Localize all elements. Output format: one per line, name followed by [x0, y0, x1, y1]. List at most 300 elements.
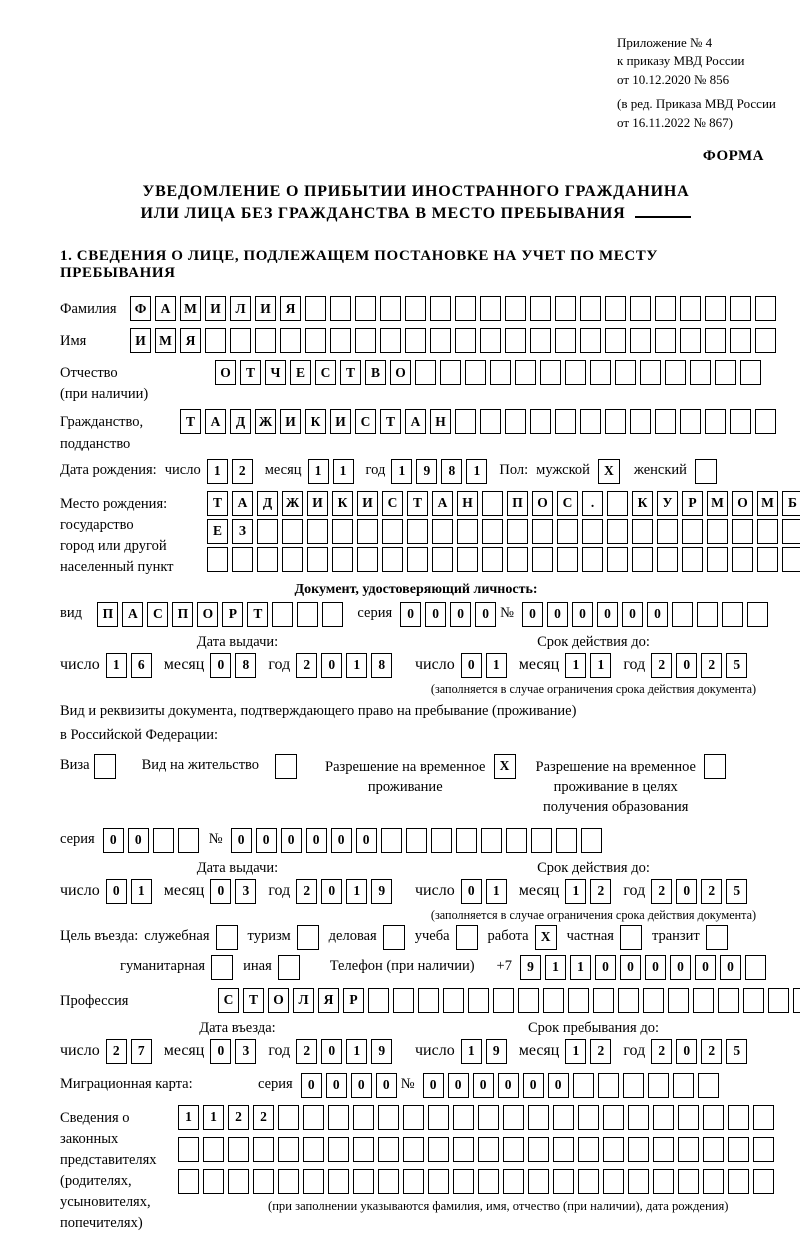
char-cell[interactable] [203, 1169, 224, 1194]
char-cell[interactable] [782, 547, 800, 572]
char-cell[interactable] [555, 296, 576, 321]
char-cell[interactable]: 0 [321, 1039, 342, 1064]
char-cell[interactable]: 6 [131, 653, 152, 678]
char-cell[interactable]: Е [290, 360, 311, 385]
char-cell[interactable] [703, 1169, 724, 1194]
char-cell[interactable] [630, 409, 651, 434]
char-cell[interactable] [381, 828, 402, 853]
char-cell[interactable] [468, 988, 489, 1013]
char-cell[interactable]: 5 [726, 879, 747, 904]
char-cell[interactable] [648, 1073, 669, 1098]
char-cell[interactable]: 2 [232, 459, 253, 484]
char-cell[interactable] [178, 1137, 199, 1162]
char-cell[interactable] [740, 360, 761, 385]
char-cell[interactable]: 0 [331, 828, 352, 853]
char-cell[interactable]: 7 [131, 1039, 152, 1064]
char-cell[interactable]: 2 [651, 879, 672, 904]
char-cell[interactable]: А [432, 491, 453, 516]
char-cell[interactable]: 0 [645, 955, 666, 980]
char-cell[interactable]: 0 [376, 1073, 397, 1098]
char-cell[interactable] [406, 828, 427, 853]
char-cell[interactable] [505, 296, 526, 321]
purpose-humanitarian-checkbox[interactable] [211, 955, 233, 980]
char-cell[interactable] [357, 519, 378, 544]
char-cell[interactable]: 2 [228, 1105, 249, 1130]
char-cell[interactable] [665, 360, 686, 385]
char-cell[interactable] [553, 1169, 574, 1194]
char-cell[interactable]: 1 [131, 879, 152, 904]
char-cell[interactable]: Р [222, 602, 243, 627]
char-cell[interactable] [332, 547, 353, 572]
char-cell[interactable]: 0 [301, 1073, 322, 1098]
char-cell[interactable] [178, 828, 199, 853]
char-cell[interactable] [453, 1169, 474, 1194]
char-cell[interactable] [382, 547, 403, 572]
char-cell[interactable] [782, 519, 800, 544]
char-cell[interactable]: А [122, 602, 143, 627]
char-cell[interactable] [232, 547, 253, 572]
char-cell[interactable] [531, 828, 552, 853]
char-cell[interactable]: И [307, 491, 328, 516]
char-cell[interactable] [355, 328, 376, 353]
char-cell[interactable]: 9 [520, 955, 541, 980]
char-cell[interactable] [643, 988, 664, 1013]
char-cell[interactable] [203, 1137, 224, 1162]
char-cell[interactable] [732, 547, 753, 572]
char-cell[interactable] [272, 602, 293, 627]
char-cell[interactable] [282, 519, 303, 544]
char-cell[interactable]: О [732, 491, 753, 516]
char-cell[interactable]: 0 [210, 879, 231, 904]
char-cell[interactable]: В [365, 360, 386, 385]
char-cell[interactable] [407, 519, 428, 544]
char-cell[interactable] [580, 409, 601, 434]
char-cell[interactable]: С [147, 602, 168, 627]
char-cell[interactable] [430, 328, 451, 353]
char-cell[interactable] [307, 547, 328, 572]
char-cell[interactable] [672, 602, 693, 627]
char-cell[interactable] [257, 547, 278, 572]
char-cell[interactable] [278, 1169, 299, 1194]
char-cell[interactable] [507, 519, 528, 544]
char-cell[interactable] [728, 1169, 749, 1194]
char-cell[interactable]: Я [318, 988, 339, 1013]
char-cell[interactable] [455, 296, 476, 321]
char-cell[interactable] [403, 1169, 424, 1194]
char-cell[interactable] [257, 519, 278, 544]
char-cell[interactable]: 0 [720, 955, 741, 980]
char-cell[interactable]: 0 [326, 1073, 347, 1098]
char-cell[interactable] [715, 360, 736, 385]
char-cell[interactable]: 5 [726, 653, 747, 678]
char-cell[interactable] [557, 519, 578, 544]
char-cell[interactable] [730, 328, 751, 353]
char-cell[interactable] [678, 1137, 699, 1162]
char-cell[interactable]: С [382, 491, 403, 516]
char-cell[interactable] [555, 328, 576, 353]
char-cell[interactable] [582, 519, 603, 544]
char-cell[interactable] [705, 409, 726, 434]
char-cell[interactable]: 0 [548, 1073, 569, 1098]
gender-female-checkbox[interactable] [695, 459, 717, 484]
char-cell[interactable]: М [707, 491, 728, 516]
char-cell[interactable]: 8 [371, 653, 392, 678]
char-cell[interactable] [528, 1169, 549, 1194]
char-cell[interactable] [353, 1105, 374, 1130]
char-cell[interactable]: Р [343, 988, 364, 1013]
char-cell[interactable] [653, 1137, 674, 1162]
char-cell[interactable]: 1 [486, 653, 507, 678]
char-cell[interactable]: 0 [210, 653, 231, 678]
char-cell[interactable] [178, 1169, 199, 1194]
char-cell[interactable]: 1 [486, 879, 507, 904]
char-cell[interactable]: И [357, 491, 378, 516]
char-cell[interactable] [405, 296, 426, 321]
char-cell[interactable] [630, 328, 651, 353]
char-cell[interactable] [457, 547, 478, 572]
char-cell[interactable] [732, 519, 753, 544]
char-cell[interactable] [628, 1169, 649, 1194]
char-cell[interactable]: . [582, 491, 603, 516]
char-cell[interactable] [753, 1105, 774, 1130]
char-cell[interactable] [207, 547, 228, 572]
char-cell[interactable] [768, 988, 789, 1013]
char-cell[interactable] [580, 328, 601, 353]
char-cell[interactable] [632, 519, 653, 544]
char-cell[interactable]: 2 [296, 653, 317, 678]
char-cell[interactable]: 0 [522, 602, 543, 627]
char-cell[interactable] [557, 547, 578, 572]
char-cell[interactable] [680, 409, 701, 434]
char-cell[interactable]: 0 [106, 879, 127, 904]
purpose-transit-checkbox[interactable] [706, 925, 728, 950]
char-cell[interactable] [590, 360, 611, 385]
char-cell[interactable]: 2 [590, 1039, 611, 1064]
char-cell[interactable]: 2 [701, 653, 722, 678]
char-cell[interactable]: О [532, 491, 553, 516]
char-cell[interactable]: О [197, 602, 218, 627]
char-cell[interactable]: 0 [256, 828, 277, 853]
char-cell[interactable]: 2 [701, 1039, 722, 1064]
char-cell[interactable] [628, 1137, 649, 1162]
char-cell[interactable]: 1 [545, 955, 566, 980]
char-cell[interactable] [582, 547, 603, 572]
char-cell[interactable] [455, 409, 476, 434]
char-cell[interactable]: 1 [178, 1105, 199, 1130]
char-cell[interactable]: 1 [346, 1039, 367, 1064]
char-cell[interactable] [568, 988, 589, 1013]
char-cell[interactable] [353, 1169, 374, 1194]
char-cell[interactable] [755, 296, 776, 321]
char-cell[interactable]: 1 [346, 879, 367, 904]
purpose-other-checkbox[interactable] [278, 955, 300, 980]
char-cell[interactable]: Т [340, 360, 361, 385]
char-cell[interactable] [303, 1105, 324, 1130]
char-cell[interactable]: 1 [391, 459, 412, 484]
char-cell[interactable] [430, 296, 451, 321]
char-cell[interactable] [403, 1137, 424, 1162]
char-cell[interactable] [465, 360, 486, 385]
char-cell[interactable] [480, 328, 501, 353]
char-cell[interactable]: 0 [620, 955, 641, 980]
char-cell[interactable]: 2 [651, 653, 672, 678]
char-cell[interactable] [703, 1137, 724, 1162]
char-cell[interactable]: 1 [565, 1039, 586, 1064]
char-cell[interactable] [543, 988, 564, 1013]
char-cell[interactable]: 1 [461, 1039, 482, 1064]
char-cell[interactable] [228, 1169, 249, 1194]
char-cell[interactable] [506, 828, 527, 853]
char-cell[interactable]: 0 [231, 828, 252, 853]
char-cell[interactable]: 0 [475, 602, 496, 627]
char-cell[interactable] [482, 519, 503, 544]
char-cell[interactable] [253, 1137, 274, 1162]
char-cell[interactable] [431, 828, 452, 853]
char-cell[interactable] [490, 360, 511, 385]
char-cell[interactable] [305, 296, 326, 321]
char-cell[interactable] [503, 1105, 524, 1130]
char-cell[interactable] [745, 955, 766, 980]
char-cell[interactable]: 1 [308, 459, 329, 484]
char-cell[interactable]: 2 [590, 879, 611, 904]
char-cell[interactable] [755, 328, 776, 353]
char-cell[interactable] [478, 1169, 499, 1194]
char-cell[interactable]: Т [407, 491, 428, 516]
char-cell[interactable]: И [205, 296, 226, 321]
char-cell[interactable]: 0 [321, 653, 342, 678]
char-cell[interactable] [755, 409, 776, 434]
char-cell[interactable]: С [315, 360, 336, 385]
char-cell[interactable]: 0 [473, 1073, 494, 1098]
char-cell[interactable]: 0 [448, 1073, 469, 1098]
char-cell[interactable]: 0 [423, 1073, 444, 1098]
char-cell[interactable] [255, 328, 276, 353]
char-cell[interactable]: Ж [255, 409, 276, 434]
char-cell[interactable]: Л [230, 296, 251, 321]
char-cell[interactable] [478, 1105, 499, 1130]
char-cell[interactable] [730, 409, 751, 434]
char-cell[interactable] [668, 988, 689, 1013]
char-cell[interactable] [605, 296, 626, 321]
char-cell[interactable]: 0 [351, 1073, 372, 1098]
char-cell[interactable] [707, 547, 728, 572]
char-cell[interactable] [630, 296, 651, 321]
char-cell[interactable]: 0 [321, 879, 342, 904]
char-cell[interactable] [353, 1137, 374, 1162]
char-cell[interactable] [530, 328, 551, 353]
char-cell[interactable]: 1 [333, 459, 354, 484]
char-cell[interactable] [481, 828, 502, 853]
char-cell[interactable]: Ф [130, 296, 151, 321]
char-cell[interactable] [493, 988, 514, 1013]
purpose-work-checkbox[interactable]: X [535, 925, 557, 950]
char-cell[interactable]: Ж [282, 491, 303, 516]
char-cell[interactable] [515, 360, 536, 385]
char-cell[interactable]: Т [247, 602, 268, 627]
char-cell[interactable] [607, 491, 628, 516]
char-cell[interactable]: О [390, 360, 411, 385]
char-cell[interactable]: Д [230, 409, 251, 434]
char-cell[interactable] [505, 328, 526, 353]
char-cell[interactable] [480, 296, 501, 321]
char-cell[interactable] [678, 1105, 699, 1130]
char-cell[interactable]: 8 [441, 459, 462, 484]
char-cell[interactable] [682, 519, 703, 544]
char-cell[interactable] [653, 1169, 674, 1194]
char-cell[interactable] [280, 328, 301, 353]
char-cell[interactable] [456, 828, 477, 853]
char-cell[interactable]: 1 [106, 653, 127, 678]
char-cell[interactable] [580, 296, 601, 321]
char-cell[interactable]: 5 [726, 1039, 747, 1064]
char-cell[interactable]: П [97, 602, 118, 627]
char-cell[interactable]: Я [180, 328, 201, 353]
char-cell[interactable] [153, 828, 174, 853]
char-cell[interactable] [303, 1137, 324, 1162]
char-cell[interactable]: 0 [523, 1073, 544, 1098]
purpose-official-checkbox[interactable] [216, 925, 238, 950]
char-cell[interactable]: 0 [210, 1039, 231, 1064]
char-cell[interactable]: 1 [570, 955, 591, 980]
char-cell[interactable] [605, 409, 626, 434]
char-cell[interactable]: 0 [498, 1073, 519, 1098]
char-cell[interactable] [305, 328, 326, 353]
char-cell[interactable]: 2 [651, 1039, 672, 1064]
char-cell[interactable] [503, 1169, 524, 1194]
char-cell[interactable] [553, 1137, 574, 1162]
residence-permit-checkbox[interactable] [275, 754, 297, 779]
char-cell[interactable] [728, 1105, 749, 1130]
purpose-private-checkbox[interactable] [620, 925, 642, 950]
char-cell[interactable] [455, 328, 476, 353]
char-cell[interactable]: 1 [565, 653, 586, 678]
char-cell[interactable]: А [405, 409, 426, 434]
char-cell[interactable] [603, 1169, 624, 1194]
char-cell[interactable] [457, 519, 478, 544]
char-cell[interactable] [432, 547, 453, 572]
char-cell[interactable]: 0 [695, 955, 716, 980]
char-cell[interactable] [230, 328, 251, 353]
char-cell[interactable] [482, 491, 503, 516]
char-cell[interactable]: 2 [296, 879, 317, 904]
char-cell[interactable]: С [355, 409, 376, 434]
char-cell[interactable] [368, 988, 389, 1013]
char-cell[interactable] [657, 547, 678, 572]
char-cell[interactable] [598, 1073, 619, 1098]
char-cell[interactable] [653, 1105, 674, 1130]
char-cell[interactable] [623, 1073, 644, 1098]
char-cell[interactable]: 2 [253, 1105, 274, 1130]
char-cell[interactable] [380, 328, 401, 353]
char-cell[interactable] [322, 602, 343, 627]
char-cell[interactable] [747, 602, 768, 627]
purpose-study-checkbox[interactable] [456, 925, 478, 950]
char-cell[interactable] [380, 296, 401, 321]
char-cell[interactable] [278, 1137, 299, 1162]
char-cell[interactable] [682, 547, 703, 572]
char-cell[interactable] [303, 1169, 324, 1194]
char-cell[interactable]: К [332, 491, 353, 516]
char-cell[interactable]: И [130, 328, 151, 353]
char-cell[interactable]: 0 [676, 879, 697, 904]
purpose-business-checkbox[interactable] [383, 925, 405, 950]
char-cell[interactable]: 1 [203, 1105, 224, 1130]
char-cell[interactable]: 1 [207, 459, 228, 484]
char-cell[interactable] [673, 1073, 694, 1098]
char-cell[interactable] [378, 1137, 399, 1162]
char-cell[interactable]: 3 [235, 1039, 256, 1064]
char-cell[interactable]: И [255, 296, 276, 321]
char-cell[interactable] [355, 296, 376, 321]
char-cell[interactable] [657, 519, 678, 544]
char-cell[interactable]: Т [207, 491, 228, 516]
char-cell[interactable] [556, 828, 577, 853]
char-cell[interactable]: О [268, 988, 289, 1013]
char-cell[interactable] [505, 409, 526, 434]
char-cell[interactable] [205, 328, 226, 353]
char-cell[interactable]: 0 [597, 602, 618, 627]
char-cell[interactable] [578, 1169, 599, 1194]
char-cell[interactable]: К [305, 409, 326, 434]
char-cell[interactable]: 0 [306, 828, 327, 853]
char-cell[interactable] [655, 328, 676, 353]
char-cell[interactable]: С [557, 491, 578, 516]
char-cell[interactable] [428, 1137, 449, 1162]
char-cell[interactable]: П [507, 491, 528, 516]
char-cell[interactable]: 9 [486, 1039, 507, 1064]
char-cell[interactable]: И [280, 409, 301, 434]
char-cell[interactable] [655, 409, 676, 434]
char-cell[interactable] [705, 328, 726, 353]
char-cell[interactable]: 0 [595, 955, 616, 980]
char-cell[interactable] [503, 1137, 524, 1162]
char-cell[interactable] [553, 1105, 574, 1130]
char-cell[interactable] [378, 1169, 399, 1194]
char-cell[interactable] [328, 1169, 349, 1194]
char-cell[interactable] [678, 1169, 699, 1194]
char-cell[interactable] [282, 547, 303, 572]
gender-male-checkbox[interactable]: X [598, 459, 620, 484]
char-cell[interactable]: 0 [670, 955, 691, 980]
char-cell[interactable] [297, 602, 318, 627]
visa-checkbox[interactable] [94, 754, 116, 779]
char-cell[interactable] [753, 1137, 774, 1162]
char-cell[interactable]: 1 [565, 879, 586, 904]
char-cell[interactable]: Б [782, 491, 800, 516]
char-cell[interactable] [707, 519, 728, 544]
char-cell[interactable] [328, 1137, 349, 1162]
char-cell[interactable] [680, 296, 701, 321]
char-cell[interactable] [440, 360, 461, 385]
char-cell[interactable]: 0 [461, 879, 482, 904]
char-cell[interactable] [382, 519, 403, 544]
char-cell[interactable] [332, 519, 353, 544]
char-cell[interactable]: Т [380, 409, 401, 434]
char-cell[interactable] [278, 1105, 299, 1130]
char-cell[interactable] [480, 409, 501, 434]
char-cell[interactable] [607, 519, 628, 544]
char-cell[interactable] [632, 547, 653, 572]
char-cell[interactable]: Н [430, 409, 451, 434]
char-cell[interactable] [418, 988, 439, 1013]
char-cell[interactable] [618, 988, 639, 1013]
char-cell[interactable] [253, 1169, 274, 1194]
char-cell[interactable] [507, 547, 528, 572]
char-cell[interactable] [698, 1073, 719, 1098]
char-cell[interactable] [728, 1137, 749, 1162]
char-cell[interactable]: Л [293, 988, 314, 1013]
char-cell[interactable]: А [205, 409, 226, 434]
